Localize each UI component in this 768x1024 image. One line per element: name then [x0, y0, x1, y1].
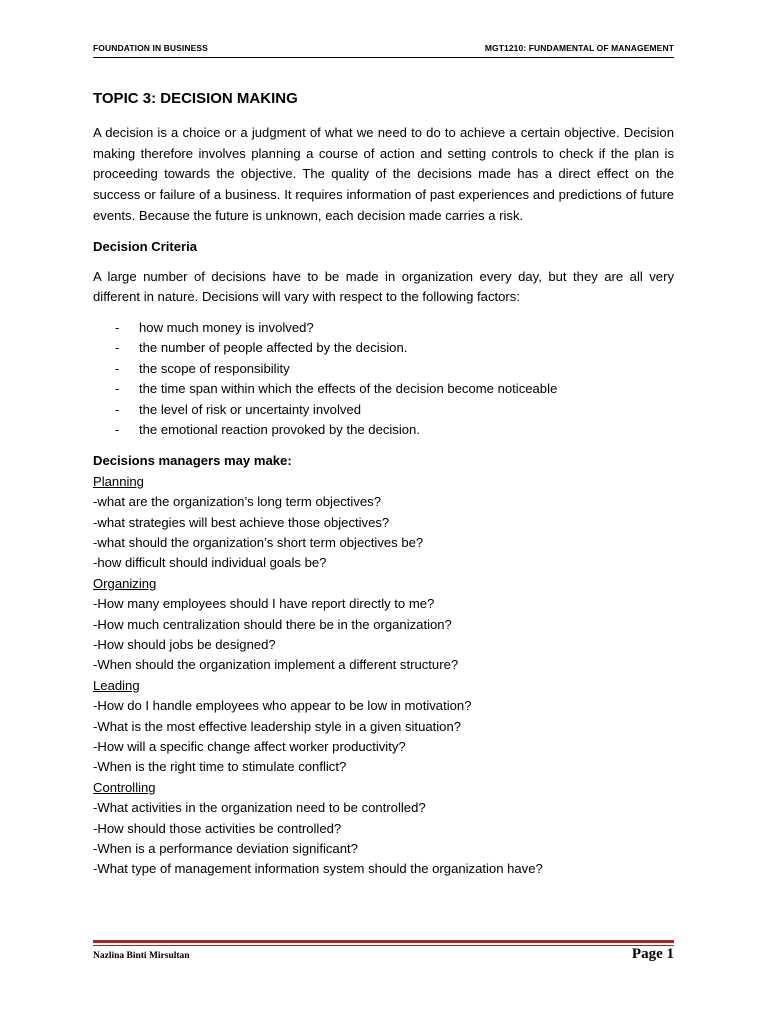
page-body — [93, 89, 674, 880]
section-title-organizing: Organizing — [93, 575, 157, 591]
question-line: -When should the organization implement a different structure? — [93, 657, 459, 673]
question-line: -What is the most effective leadership style in a given situation? — [93, 718, 462, 734]
list-item: - the time span within which the effects of the decision become noticeable — [93, 379, 674, 399]
list-item: - the emotional reaction provoked by the decision. — [93, 420, 674, 440]
footer-divider-thick — [93, 940, 674, 943]
section-title-leading: Leading — [93, 677, 140, 693]
section-leading — [93, 676, 674, 778]
question-line: -How do I handle employees who appear to be low in motivation? — [93, 698, 472, 714]
section-title-controlling: Controlling — [93, 779, 156, 795]
bullet-dash: - — [115, 381, 120, 397]
question-line: -When is the right time to stimulate conflict? — [93, 759, 347, 775]
decision-criteria-heading: Decision Criteria — [93, 238, 198, 254]
section-title-planning: Planning — [93, 473, 144, 489]
page-header — [93, 42, 674, 58]
question-line: -what are the organization’s long term objectives? — [93, 494, 381, 510]
section-organizing — [93, 574, 674, 676]
question-line: -How should those activities be controlled? — [93, 820, 342, 836]
question-line: -what should the organization’s short term objectives be? — [93, 534, 424, 550]
footer-divider-thin — [93, 945, 674, 946]
list-item: - how much money is involved? — [93, 318, 674, 338]
section-planning — [93, 472, 674, 574]
question-line: -What type of management information system should the organization have? — [93, 861, 543, 877]
question-line: -How many employees should I have report directly to me? — [93, 596, 435, 612]
footer-author: Nazlina Binti Mirsultan — [93, 951, 190, 961]
page-number: Page 1 — [631, 946, 674, 962]
list-item: - the level of risk or uncertainty involved — [93, 400, 674, 420]
bullet-dash: - — [115, 421, 120, 437]
header-module-title: MGT1210: FUNDAMENTAL OF MANAGEMENT — [484, 43, 674, 53]
question-line: -How should jobs be designed? — [93, 637, 276, 653]
decisions-heading: Decisions managers may make: — [93, 453, 292, 469]
question-line: -How will a specific change affect worker productivity? — [93, 739, 406, 755]
question-line: -How much centralization should there be in the organization? — [93, 616, 452, 632]
factors-list — [93, 318, 674, 440]
bullet-dash: - — [115, 340, 120, 356]
topic-title: TOPIC 3: DECISION MAKING — [93, 90, 298, 107]
question-line: -When is a performance deviation significant? — [93, 841, 358, 857]
bullet-dash: - — [115, 319, 120, 335]
list-item: - the number of people affected by the decision. — [93, 338, 674, 358]
criteria-paragraph: A large number of decisions have to be made in organization every day, but they are all very different in nature. Decisions will vary with respect to the following factors: — [93, 268, 674, 305]
question-line: -what strategies will best achieve those objectives? — [93, 514, 390, 530]
header-course-title: FOUNDATION IN BUSINESS — [93, 43, 208, 53]
list-item: - the scope of responsibility — [93, 359, 674, 379]
question-line: -What activities in the organization need to be controlled? — [93, 800, 426, 816]
bullet-dash: - — [115, 360, 120, 376]
header-divider — [93, 57, 674, 58]
section-controlling — [93, 778, 674, 880]
intro-paragraph: A decision is a choice or a judgment of what we need to do to achieve a certain objective. Decision making therefore involves planning a course of action and setting controls to check if the plan is proceeding towards the objective. The quality of the decisions made has a direct effect on the success or failure of a business. It requires information of past experiences and predictions of future events. Because the future is unknown, each decision made carries a risk. — [93, 125, 674, 223]
question-line: -how difficult should individual goals be? — [93, 555, 327, 571]
bullet-dash: - — [115, 401, 120, 417]
